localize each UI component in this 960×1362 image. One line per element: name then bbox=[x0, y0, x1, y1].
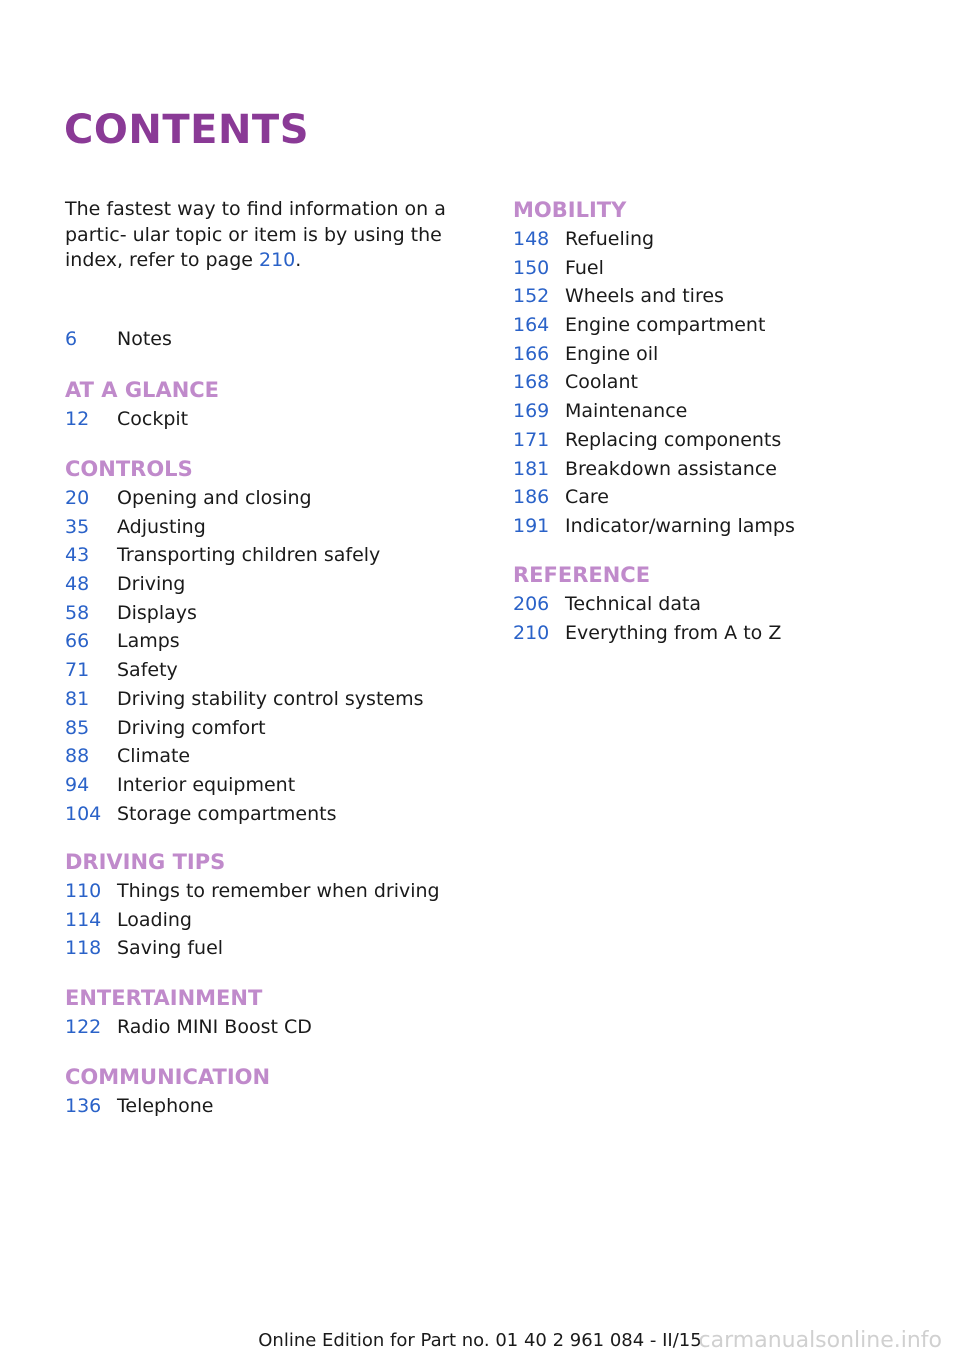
toc-entry-label: Driving bbox=[117, 573, 186, 596]
toc-section-heading: AT A GLANCE bbox=[65, 378, 220, 402]
toc-entry[interactable] bbox=[513, 619, 781, 648]
toc-entry-label: Storage compartments bbox=[117, 802, 337, 825]
toc-entry-label: Everything from A to Z bbox=[565, 621, 782, 644]
toc-entry-label: Cockpit bbox=[117, 408, 189, 430]
toc-entry[interactable] bbox=[513, 225, 795, 254]
toc-section-heading: CONTROLS bbox=[65, 457, 193, 481]
toc-entry[interactable] bbox=[65, 656, 424, 685]
toc-entry-label: Engine compartment bbox=[565, 314, 766, 337]
toc-entry-label: Engine oil bbox=[565, 342, 659, 365]
toc-entry-label: Radio MINI Boost CD bbox=[117, 1016, 312, 1038]
toc-page-number[interactable]: 168 bbox=[513, 371, 550, 394]
toc-entry-label: Loading bbox=[117, 908, 192, 931]
toc-entry-label: Technical data bbox=[565, 593, 702, 615]
toc-section-heading: COMMUNICATION bbox=[65, 1065, 271, 1089]
toc-section-heading: REFERENCE bbox=[513, 563, 651, 587]
toc-entry-label: Notes bbox=[117, 328, 172, 350]
toc-page-number[interactable]: 181 bbox=[513, 457, 550, 480]
intro-text: The fastest way to find information on a partic‐ ular topic or item is by using the index, refer to page bbox=[65, 198, 446, 271]
toc-entry-label: Wheels and tires bbox=[565, 285, 724, 308]
toc-page-number[interactable]: 58 bbox=[65, 601, 90, 624]
toc-page-number[interactable]: 94 bbox=[65, 773, 90, 796]
toc-page-number[interactable]: 166 bbox=[513, 342, 550, 365]
toc-entry[interactable] bbox=[65, 325, 172, 354]
toc-entry[interactable] bbox=[513, 590, 781, 619]
toc-entry[interactable] bbox=[65, 771, 424, 800]
toc-entry[interactable] bbox=[513, 426, 795, 455]
toc-section-heading: ENTERTAINMENT bbox=[65, 986, 263, 1010]
toc-page-number[interactable]: 118 bbox=[65, 937, 102, 960]
toc-entry-label: Maintenance bbox=[565, 400, 688, 423]
toc-entry[interactable] bbox=[65, 714, 424, 743]
toc-page-number[interactable]: 35 bbox=[65, 515, 90, 538]
toc-entry[interactable] bbox=[65, 906, 440, 935]
toc-entry-label: Climate bbox=[117, 745, 191, 768]
page-title: CONTENTS bbox=[64, 107, 310, 153]
toc-page-number[interactable]: 164 bbox=[513, 314, 550, 337]
toc-page-number[interactable]: 169 bbox=[513, 400, 550, 423]
toc-entry[interactable] bbox=[65, 570, 424, 599]
toc-entry-label: Breakdown assistance bbox=[565, 457, 777, 480]
toc-page-number[interactable]: 12 bbox=[65, 408, 90, 430]
toc-entry-label: Coolant bbox=[565, 371, 638, 394]
watermark: carmanualsonline.info bbox=[698, 1328, 942, 1353]
toc-entry-label: Driving stability control systems bbox=[117, 687, 424, 710]
toc-page-number[interactable]: 104 bbox=[65, 802, 102, 825]
toc-page-number[interactable]: 88 bbox=[65, 745, 90, 768]
toc-section-at-a-glance bbox=[65, 375, 219, 434]
toc-entry-label: Things to remember when driving bbox=[117, 880, 440, 902]
toc-page-number[interactable]: 20 bbox=[65, 487, 90, 509]
toc-entry-label: Transporting children safely bbox=[117, 544, 381, 567]
toc-entry[interactable] bbox=[65, 800, 424, 829]
toc-entry-label: Fuel bbox=[565, 256, 604, 279]
toc-entry-label: Lamps bbox=[117, 630, 180, 653]
toc-page-number[interactable]: 210 bbox=[513, 621, 550, 644]
toc-entry[interactable] bbox=[65, 934, 440, 963]
toc-entry-label: Displays bbox=[117, 601, 197, 624]
toc-entry[interactable] bbox=[65, 599, 424, 628]
toc-entry-label: Refueling bbox=[565, 228, 655, 250]
toc-page-number[interactable]: 85 bbox=[65, 716, 90, 739]
toc-entry[interactable] bbox=[65, 541, 424, 570]
toc-page-number[interactable]: 171 bbox=[513, 428, 550, 451]
toc-section-entertainment bbox=[65, 983, 312, 1042]
toc-entry[interactable] bbox=[513, 254, 795, 283]
toc-page-number[interactable]: 186 bbox=[513, 486, 550, 509]
toc-entry[interactable] bbox=[65, 627, 424, 656]
toc-page-number[interactable]: 122 bbox=[65, 1016, 102, 1038]
page-footer: Online Edition for Part no. 01 40 2 961 084 - II/15 bbox=[258, 1330, 702, 1351]
toc-entry-label: Adjusting bbox=[117, 515, 206, 538]
toc-page-number[interactable]: 48 bbox=[65, 573, 90, 596]
toc-section-driving-tips bbox=[65, 847, 440, 963]
toc-entry[interactable] bbox=[513, 512, 795, 541]
toc-entry[interactable] bbox=[65, 405, 219, 434]
toc-page-number[interactable]: 148 bbox=[513, 228, 550, 250]
toc-entry-label: Driving comfort bbox=[117, 716, 266, 739]
toc-entry-label: Replacing components bbox=[565, 428, 782, 451]
toc-entry[interactable] bbox=[513, 397, 795, 426]
toc-entry[interactable] bbox=[65, 742, 424, 771]
toc-page-number[interactable]: 66 bbox=[65, 630, 90, 653]
toc-page-number[interactable]: 152 bbox=[513, 285, 550, 308]
toc-page-number[interactable]: 114 bbox=[65, 908, 102, 931]
toc-section-mobility bbox=[513, 195, 795, 541]
intro-end: . bbox=[295, 249, 302, 271]
toc-section-heading: MOBILITY bbox=[513, 198, 627, 222]
toc-entry-label: Safety bbox=[117, 659, 178, 682]
toc-entry[interactable] bbox=[513, 455, 795, 484]
toc-section-controls bbox=[65, 454, 424, 828]
toc-page-number[interactable]: 43 bbox=[65, 544, 90, 567]
toc-page-number[interactable]: 110 bbox=[65, 880, 102, 902]
toc-entry[interactable] bbox=[65, 877, 440, 906]
toc-entry[interactable] bbox=[513, 282, 795, 311]
toc-page-number[interactable]: 81 bbox=[65, 687, 90, 710]
toc-entry-label: Saving fuel bbox=[117, 937, 224, 960]
toc-section-reference bbox=[513, 560, 781, 647]
toc-page-number[interactable]: 136 bbox=[65, 1095, 102, 1117]
toc-page-number[interactable]: 71 bbox=[65, 659, 90, 682]
intro-paragraph bbox=[65, 197, 485, 274]
toc-entry[interactable] bbox=[65, 484, 424, 513]
toc-entry-label: Opening and closing bbox=[117, 487, 312, 509]
index-page-link[interactable]: 210 bbox=[258, 249, 296, 271]
toc-entry[interactable] bbox=[65, 1092, 270, 1121]
toc-section-notes bbox=[65, 325, 172, 354]
toc-entry-label: Indicator/warning lamps bbox=[565, 514, 795, 537]
toc-entry[interactable] bbox=[513, 340, 795, 369]
toc-section-communication bbox=[65, 1062, 270, 1121]
toc-page-number[interactable]: 206 bbox=[513, 593, 550, 615]
toc-page-number[interactable]: 191 bbox=[513, 514, 550, 537]
toc-entry-label: Care bbox=[565, 486, 609, 509]
toc-entry[interactable] bbox=[513, 311, 795, 340]
toc-entry[interactable] bbox=[65, 513, 424, 542]
toc-entry[interactable] bbox=[65, 685, 424, 714]
toc-page-number[interactable]: 6 bbox=[65, 328, 78, 350]
toc-entry[interactable] bbox=[513, 368, 795, 397]
toc-section-heading: DRIVING TIPS bbox=[65, 850, 226, 874]
toc-entry-label: Interior equipment bbox=[117, 773, 296, 796]
toc-entry-label: Telephone bbox=[117, 1095, 214, 1117]
toc-page-number[interactable]: 150 bbox=[513, 256, 550, 279]
toc-entry[interactable] bbox=[513, 483, 795, 512]
toc-entry[interactable] bbox=[65, 1013, 312, 1042]
